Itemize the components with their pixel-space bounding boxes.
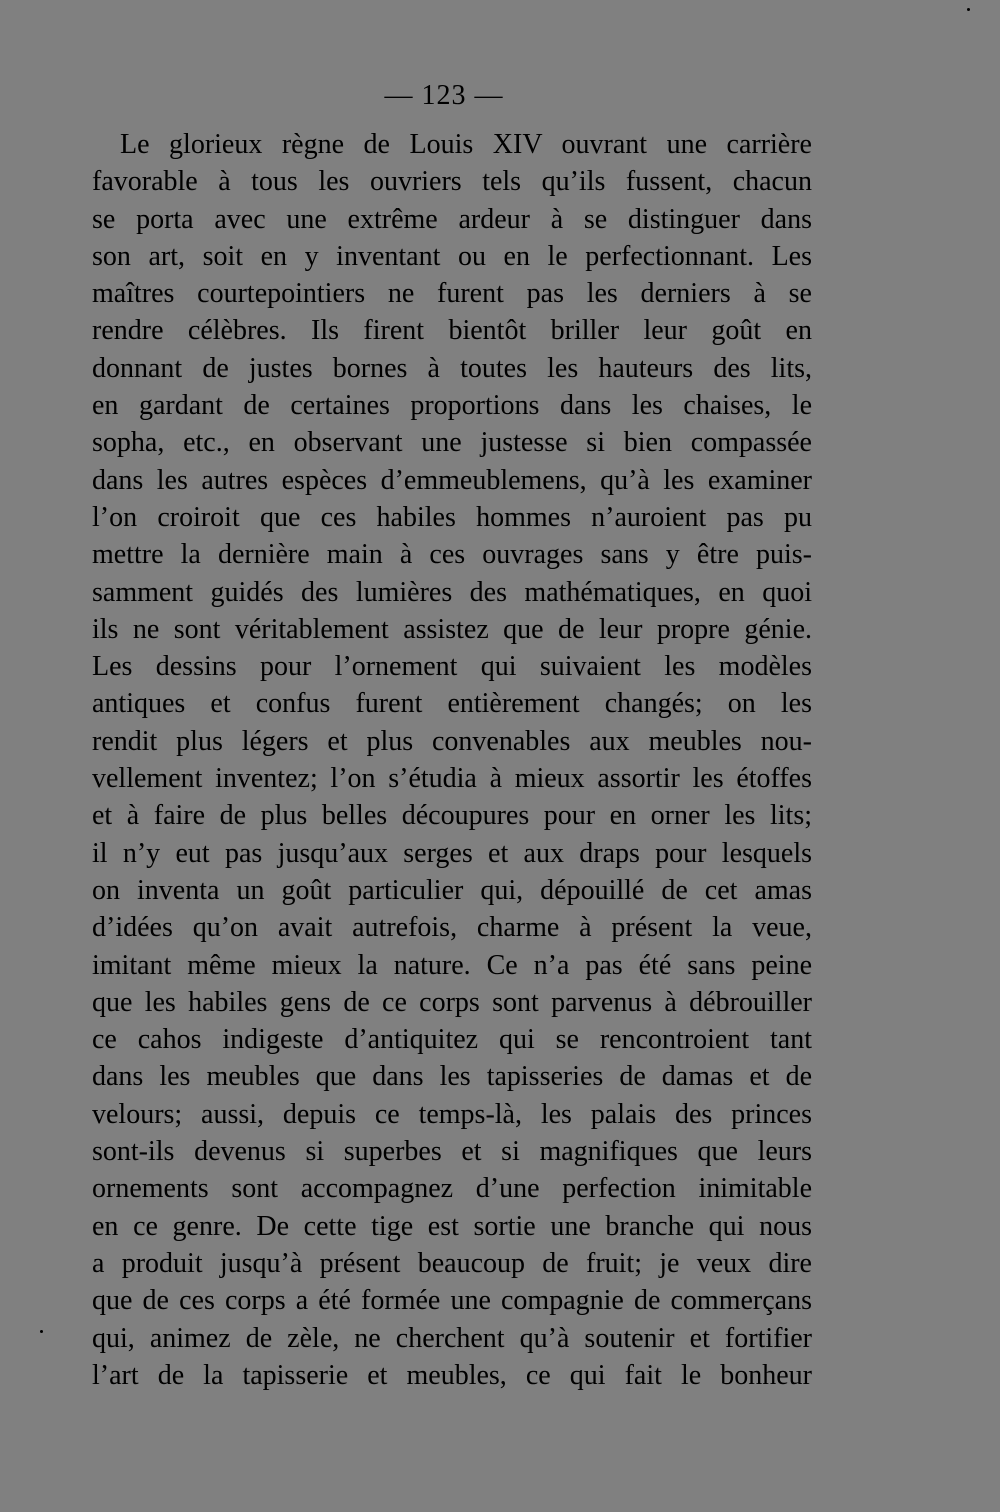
- text-line: imitant même mieux la nature. Ce n’a pas été sans peine: [92, 949, 812, 981]
- text-line: on inventa un goût particulier qui, dépouillé de cet amas: [92, 874, 812, 906]
- text-line: vellement inventez; l’on s’étudia à mieux assortir les étoffes: [92, 763, 812, 795]
- page-number: — 123 —: [384, 80, 504, 111]
- text-line: Le glorieux règne de Louis XIV ouvrant une carrière: [120, 129, 812, 160]
- text-line: favorable à tous les ouvriers tels qu’ils fussent, chacun: [92, 166, 812, 198]
- text-line: l’on croiroit que ces habiles hommes n’auroient pas pu: [92, 501, 812, 533]
- text-line: ils ne sont véritablement assistez que de leur propre génie.: [92, 613, 812, 645]
- text-line: en ce genre. De cette tige est sortie une branche qui nous: [92, 1210, 812, 1242]
- text-line: ce cahos indigeste d’antiquitez qui se rencontroient tant: [92, 1024, 812, 1056]
- text-line: l’art de la tapisserie et meubles, ce qui fait le bonheur: [92, 1359, 812, 1391]
- text-line: son art, soit en y inventant ou en le perfectionnant. Les: [92, 240, 812, 272]
- text-line: dans les autres espèces d’emmeublemens, qu’à les examiner: [92, 464, 812, 496]
- text-line: Les dessins pour l’ornement qui suivaient les modèles: [92, 651, 812, 683]
- text-line: il n’y eut pas jusqu’aux serges et aux draps pour lesquels: [92, 837, 812, 869]
- text-line: sopha, etc., en observant une justesse si bien compassée: [92, 427, 812, 459]
- scan-speck: [40, 1330, 43, 1333]
- text-line: a produit jusqu’à présent beaucoup de fruit; je veux dire: [92, 1247, 812, 1279]
- text-line: maîtres courtepointiers ne furent pas les derniers à se: [92, 278, 812, 310]
- text-line: ornements sont accompagnez d’une perfection inimitable: [92, 1173, 812, 1205]
- text-line: rendre célèbres. Ils firent bientôt briller leur goût en: [92, 315, 812, 347]
- text-line: mettre la dernière main à ces ouvrages sans y être puis-: [92, 539, 812, 571]
- text-line: que de ces corps a été formée une compagnie de commerçans: [92, 1285, 812, 1317]
- text-line: rendit plus légers et plus convenables aux meubles nou-: [92, 725, 812, 757]
- scan-speck: [967, 8, 970, 11]
- text-line: antiques et confus furent entièrement changés; on les: [92, 688, 812, 720]
- text-line: velours; aussi, depuis ce temps-là, les palais des princes: [92, 1098, 812, 1130]
- text-line: samment guidés des lumières des mathématiques, en quoi: [92, 576, 812, 608]
- text-line: d’idées qu’on avait autrefois, charme à présent la veue,: [92, 912, 812, 944]
- text-line: sont-ils devenus si superbes et si magnifiques que leurs: [92, 1136, 812, 1168]
- text-line: se porta avec une extrême ardeur à se distinguer dans: [92, 203, 812, 235]
- text-line: que les habiles gens de ce corps sont parvenus à débrouiller: [92, 986, 812, 1018]
- text-line: dans les meubles que dans les tapisseries de damas et de: [92, 1061, 812, 1093]
- text-line: en gardant de certaines proportions dans les chaises, le: [92, 390, 812, 422]
- text-line: qui, animez de zèle, ne cherchent qu’à soutenir et fortifier: [92, 1322, 812, 1354]
- text-line: donnant de justes bornes à toutes les hauteurs des lits,: [92, 352, 812, 384]
- body-paragraph: [92, 126, 812, 1394]
- text-line: et à faire de plus belles découpures pour en orner les lits;: [92, 800, 812, 832]
